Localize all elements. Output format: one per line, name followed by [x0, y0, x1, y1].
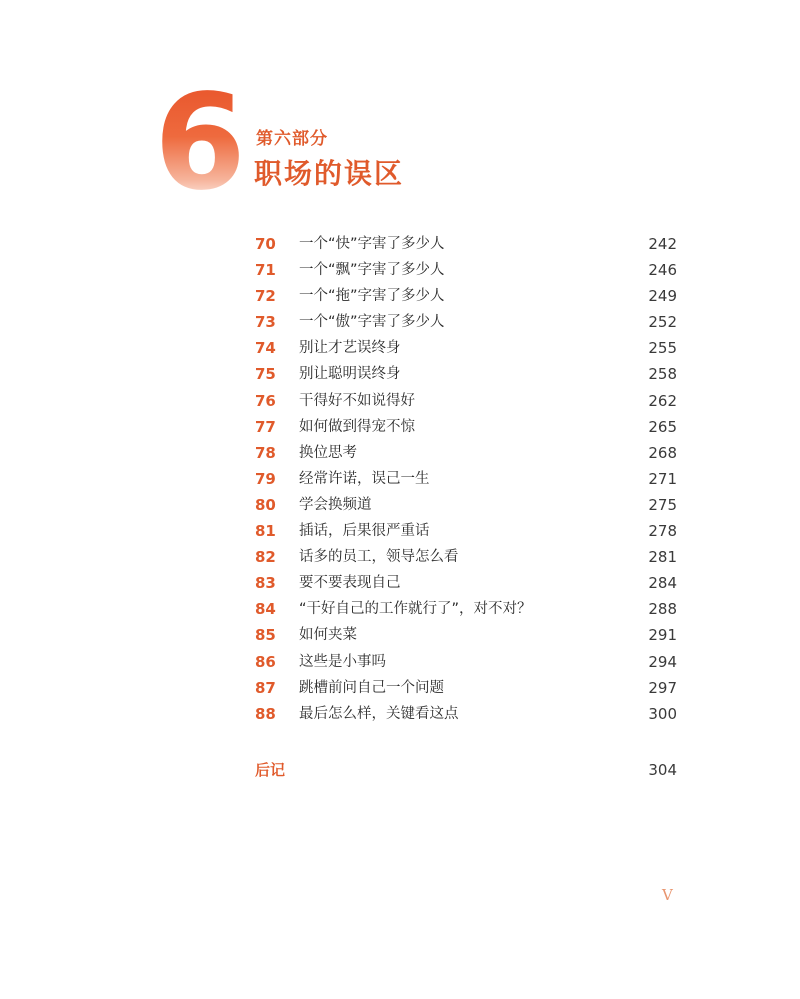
toc-entry[interactable]: [255, 701, 677, 727]
toc-entry-title: 一个“快”字害了多少人: [299, 236, 445, 252]
toc-entry[interactable]: [255, 414, 677, 440]
toc-entry-number: 79: [255, 469, 276, 488]
part-title: 职场的误区: [254, 157, 405, 190]
toc-entry[interactable]: [255, 518, 677, 544]
toc-entry-number: 84: [255, 600, 276, 619]
toc-entry[interactable]: [255, 544, 677, 570]
toc-entry-title: 别让聪明误终身: [299, 366, 401, 383]
toc-entry-page-number: 258: [648, 365, 677, 384]
toc-entry-title: 换位思考: [299, 444, 357, 461]
table-of-contents: [255, 231, 677, 727]
toc-entry[interactable]: [255, 309, 677, 335]
toc-entry-title: 如何做到得宠不惊: [299, 418, 415, 435]
toc-entry-page-number: 242: [648, 235, 677, 253]
toc-entry-title: 一个“拖”字害了多少人: [299, 288, 445, 305]
toc-entry-page-number: 288: [648, 600, 677, 619]
toc-entry[interactable]: [255, 361, 677, 387]
toc-entry-page-number: 255: [648, 339, 677, 358]
toc-entry-number: 87: [255, 678, 276, 697]
toc-entry-number: 82: [255, 548, 276, 567]
toc-entry-page-number: 275: [648, 495, 677, 514]
toc-entry-number: 85: [255, 626, 276, 645]
toc-entry[interactable]: [255, 596, 677, 622]
toc-entry-page-number: 262: [648, 391, 677, 410]
toc-entry[interactable]: [255, 440, 677, 466]
afterword-label: 后记: [255, 761, 286, 779]
toc-entry-number: 81: [255, 522, 276, 541]
toc-entry-number: 76: [255, 391, 276, 410]
toc-entry-page-number: 246: [648, 261, 677, 280]
part-label: 第六部分: [256, 129, 328, 149]
toc-entry-number: 77: [255, 417, 276, 436]
toc-entry[interactable]: [255, 257, 677, 283]
part-number: 6: [150, 78, 250, 208]
toc-entry-number: 83: [255, 574, 276, 593]
toc-entry[interactable]: [255, 622, 677, 648]
toc-entry-title: 这些是小事吗: [299, 653, 386, 670]
toc-entry-number: 70: [255, 235, 276, 253]
toc-entry-page-number: 249: [648, 287, 677, 306]
toc-entry-number: 75: [255, 365, 276, 384]
toc-entry-title: 话多的员工，领导怎么看: [299, 549, 459, 566]
toc-entry-number: 86: [255, 652, 276, 671]
toc-entry[interactable]: [255, 492, 677, 518]
toc-entry-number: 80: [255, 495, 276, 514]
toc-entry-title: 最后怎么样，关键看这点: [299, 705, 459, 722]
toc-entry-page-number: 271: [648, 469, 677, 488]
toc-entry-page-number: 291: [648, 626, 677, 645]
toc-entry-title: 学会换频道: [299, 496, 372, 513]
toc-entry[interactable]: [255, 388, 677, 414]
toc-entry-title: 如何夹菜: [299, 627, 357, 644]
afterword-page-number: 304: [648, 761, 677, 779]
toc-entry-page-number: 278: [648, 522, 677, 541]
toc-entry[interactable]: [255, 675, 677, 701]
toc-entry-number: 74: [255, 339, 276, 358]
toc-entry[interactable]: [255, 649, 677, 675]
afterword-entry[interactable]: [255, 757, 677, 783]
toc-entry-title: 经常许诺，误己一生: [299, 470, 430, 487]
toc-entry[interactable]: [255, 466, 677, 492]
toc-entry-page-number: 268: [648, 443, 677, 462]
toc-entry-title: 一个“傲”字害了多少人: [299, 314, 445, 331]
toc-entry[interactable]: [255, 335, 677, 361]
toc-entry-page-number: 265: [648, 417, 677, 436]
page-folio: V: [662, 886, 673, 904]
toc-entry-title: 别让才艺误终身: [299, 340, 401, 357]
toc-entry[interactable]: [255, 231, 677, 257]
toc-entry-number: 73: [255, 313, 276, 332]
toc-entry-title: 干得好不如说得好: [299, 392, 415, 409]
toc-entry-title: 跳槽前问自己一个问题: [299, 679, 444, 696]
toc-entry[interactable]: [255, 570, 677, 596]
toc-entry-number: 72: [255, 287, 276, 306]
toc-entry-number: 71: [255, 261, 276, 280]
toc-entry-number: 78: [255, 443, 276, 462]
toc-entry-title: 插话，后果很严重话: [299, 523, 430, 540]
toc-entry-title: 要不要表现自己: [299, 575, 401, 592]
toc-entry-page-number: 252: [648, 313, 677, 332]
toc-entry-page-number: 300: [648, 704, 677, 723]
toc-entry-number: 88: [255, 704, 276, 723]
toc-entry[interactable]: [255, 283, 677, 309]
toc-entry-page-number: 294: [648, 652, 677, 671]
toc-entry-page-number: 297: [648, 678, 677, 697]
toc-entry-page-number: 284: [648, 574, 677, 593]
toc-entry-title: 一个“飘”字害了多少人: [299, 262, 445, 279]
toc-entry-title: “干好自己的工作就行了”，对不对？: [299, 601, 532, 618]
toc-entry-page-number: 281: [648, 548, 677, 567]
